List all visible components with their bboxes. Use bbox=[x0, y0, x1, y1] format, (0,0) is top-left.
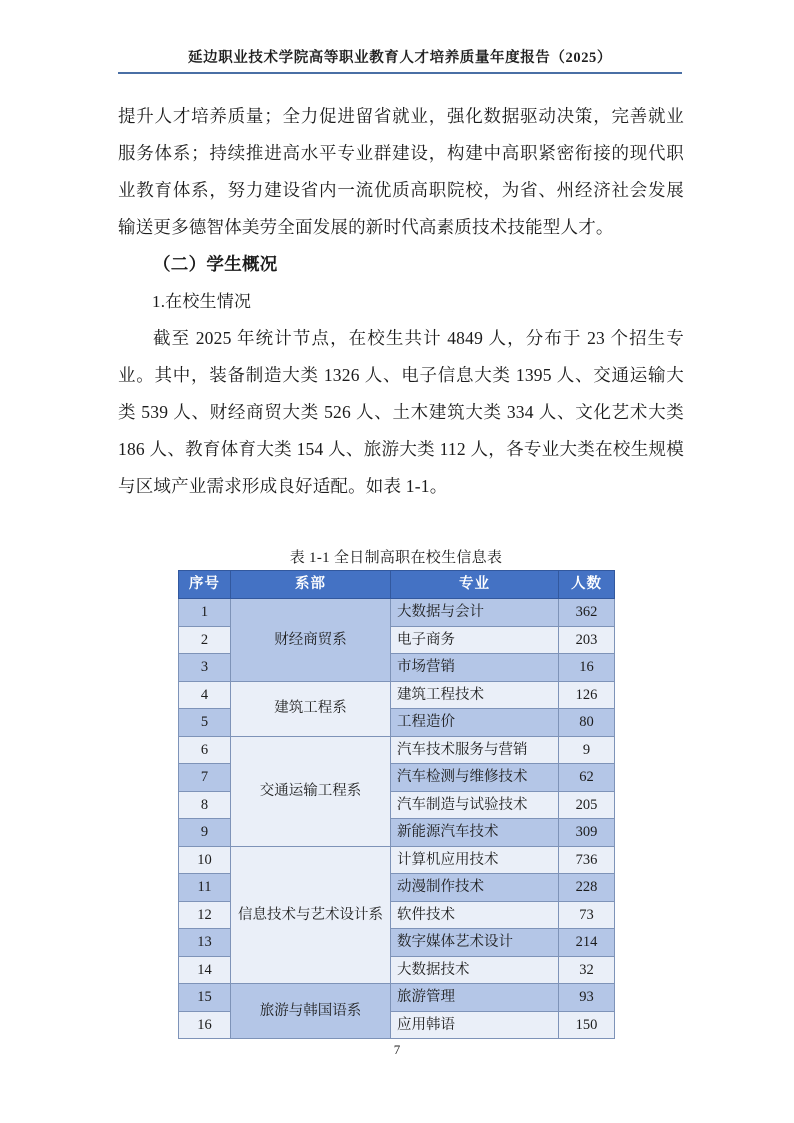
cell-count: 309 bbox=[559, 819, 615, 847]
cell-index: 4 bbox=[179, 681, 231, 709]
cell-major: 大数据与会计 bbox=[391, 599, 559, 627]
cell-major: 新能源汽车技术 bbox=[391, 819, 559, 847]
document-running-header bbox=[118, 50, 682, 74]
cell-index: 12 bbox=[179, 901, 231, 929]
student-info-table-container bbox=[178, 570, 614, 1039]
cell-index: 8 bbox=[179, 791, 231, 819]
column-header-index: 序号 bbox=[179, 571, 231, 599]
document-body bbox=[118, 98, 684, 505]
paragraph-continuation: 提升人才培养质量；全力促进留省就业，强化数据驱动决策，完善就业服务体系；持续推进高水平专业群建设，构建中高职紧密衔接的现代职业教育体系，努力建设省内一流优质高职院校，为省、州经济社会发展输送更多德智体美劳全面发展的新时代高素质技术技能型人才。 bbox=[118, 106, 684, 237]
cell-count: 126 bbox=[559, 681, 615, 709]
cell-major: 旅游管理 bbox=[391, 984, 559, 1012]
cell-count: 62 bbox=[559, 764, 615, 792]
cell-department: 财经商贸系 bbox=[231, 599, 391, 682]
cell-index: 6 bbox=[179, 736, 231, 764]
page-number: 7 bbox=[393, 1042, 401, 1057]
document-title: 延边职业技术学院高等职业教育人才培养质量年度报告（2025） bbox=[188, 50, 612, 66]
header-divider-rule bbox=[118, 72, 682, 74]
cell-major: 电子商务 bbox=[391, 626, 559, 654]
cell-major: 市场营销 bbox=[391, 654, 559, 682]
cell-major: 汽车技术服务与营销 bbox=[391, 736, 559, 764]
cell-count: 203 bbox=[559, 626, 615, 654]
cell-index: 7 bbox=[179, 764, 231, 792]
student-info-table bbox=[178, 570, 615, 1039]
cell-count: 736 bbox=[559, 846, 615, 874]
cell-index: 2 bbox=[179, 626, 231, 654]
cell-index: 11 bbox=[179, 874, 231, 902]
cell-major: 大数据技术 bbox=[391, 956, 559, 984]
cell-count: 214 bbox=[559, 929, 615, 957]
cell-index: 15 bbox=[179, 984, 231, 1012]
cell-department: 建筑工程系 bbox=[231, 681, 391, 736]
cell-count: 80 bbox=[559, 709, 615, 737]
cell-count: 73 bbox=[559, 901, 615, 929]
cell-major: 计算机应用技术 bbox=[391, 846, 559, 874]
table-row bbox=[179, 599, 615, 627]
cell-index: 1 bbox=[179, 599, 231, 627]
cell-count: 93 bbox=[559, 984, 615, 1012]
paragraph-enrollment: 截至 2025 年统计节点，在校生共计 4849 人，分布于 23 个招生专业。其中，装备制造大类 1326 人、电子信息大类 1395 人、交通运输大类 539 人、财经商贸大类 526 人、土木建筑大类 334 人、文化艺术大类 186 人、教育体育大类 154 人、旅游大类 112 人，各专业大类在校生规模与区域产业需求形成良好适配。如表 1-1。 bbox=[118, 328, 684, 496]
column-header-department: 系部 bbox=[231, 571, 391, 599]
cell-index: 3 bbox=[179, 654, 231, 682]
cell-major: 应用韩语 bbox=[391, 1011, 559, 1039]
cell-count: 16 bbox=[559, 654, 615, 682]
cell-major: 工程造价 bbox=[391, 709, 559, 737]
cell-major: 软件技术 bbox=[391, 901, 559, 929]
cell-major: 动漫制作技术 bbox=[391, 874, 559, 902]
cell-count: 9 bbox=[559, 736, 615, 764]
table-row bbox=[179, 681, 615, 709]
cell-index: 14 bbox=[179, 956, 231, 984]
cell-count: 228 bbox=[559, 874, 615, 902]
cell-department: 信息技术与艺术设计系 bbox=[231, 846, 391, 984]
cell-index: 9 bbox=[179, 819, 231, 847]
table-row bbox=[179, 736, 615, 764]
table-row bbox=[179, 984, 615, 1012]
cell-major: 数字媒体艺术设计 bbox=[391, 929, 559, 957]
cell-index: 13 bbox=[179, 929, 231, 957]
subsection-heading: 1.在校生情况 bbox=[152, 292, 252, 311]
cell-count: 150 bbox=[559, 1011, 615, 1039]
table-caption: 表 1-1 全日制高职在校生信息表 bbox=[289, 550, 503, 566]
table-header-row bbox=[179, 571, 615, 599]
cell-department: 旅游与韩国语系 bbox=[231, 984, 391, 1039]
cell-index: 5 bbox=[179, 709, 231, 737]
column-header-count: 人数 bbox=[559, 571, 615, 599]
cell-index: 16 bbox=[179, 1011, 231, 1039]
cell-department: 交通运输工程系 bbox=[231, 736, 391, 846]
cell-major: 汽车检测与维修技术 bbox=[391, 764, 559, 792]
table-row bbox=[179, 846, 615, 874]
cell-count: 205 bbox=[559, 791, 615, 819]
table-body bbox=[179, 599, 615, 1039]
section-heading: （二）学生概况 bbox=[153, 254, 278, 274]
cell-major: 建筑工程技术 bbox=[391, 681, 559, 709]
column-header-major: 专业 bbox=[391, 571, 559, 599]
cell-major: 汽车制造与试验技术 bbox=[391, 791, 559, 819]
cell-count: 362 bbox=[559, 599, 615, 627]
cell-count: 32 bbox=[559, 956, 615, 984]
cell-index: 10 bbox=[179, 846, 231, 874]
